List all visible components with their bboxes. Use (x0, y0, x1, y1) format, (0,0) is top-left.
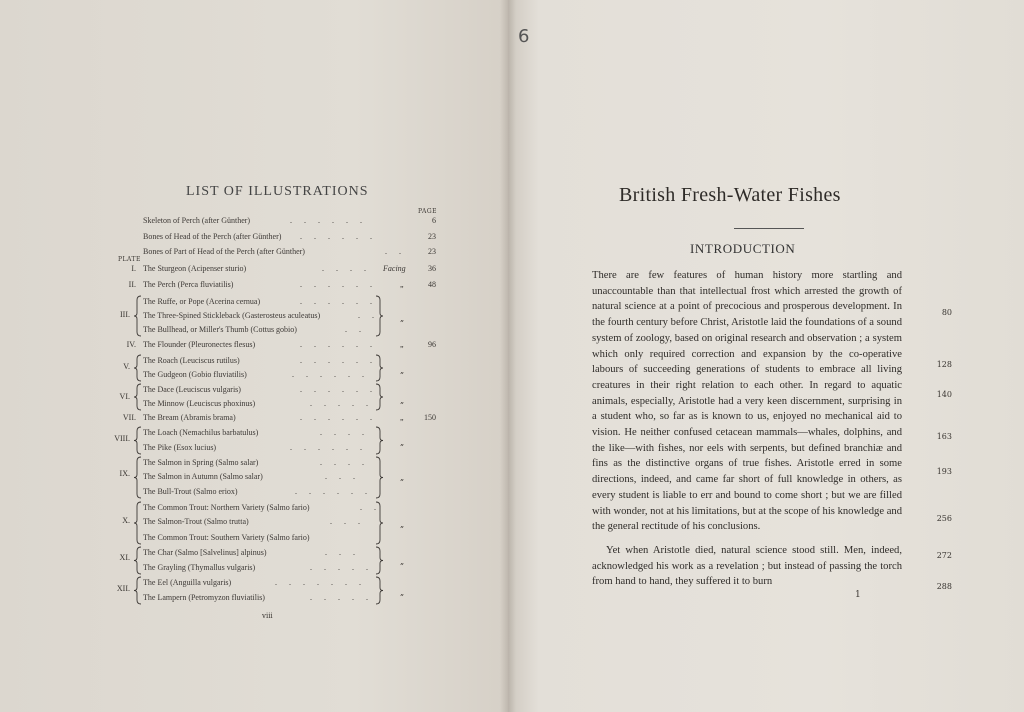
leader-dots: . . . . . (310, 563, 373, 572)
ditto-mark: „ (400, 438, 405, 447)
illustration-title: The Common Trout: Northern Variety (Salmo fario) (143, 503, 310, 512)
ditto-mark: „ (400, 557, 405, 566)
illustration-title: The Gudgeon (Gobio fluviatilis) (143, 370, 247, 379)
illustration-title: Skeleton of Perch (after Günther) (143, 216, 251, 225)
pencil-mark: 6 (518, 26, 530, 47)
right-brace (374, 383, 384, 411)
right-brace (374, 354, 384, 382)
right-brace (374, 546, 384, 575)
ditto-mark: „ (400, 588, 405, 597)
illustration-title: The Ruffe, or Pope (Acerina cernua) (143, 297, 261, 306)
ditto-mark: „ (400, 473, 405, 482)
illustration-row (0, 458, 508, 472)
page-number: 80 (941, 308, 952, 317)
illustration-row (0, 264, 508, 278)
leader-dots: . . . (325, 548, 360, 557)
left-folio: viii (262, 612, 273, 620)
illustration-row (0, 232, 508, 246)
page-number: 193 (936, 467, 952, 476)
illustration-row (0, 428, 508, 442)
illustration-row (0, 472, 508, 486)
page-number: 272 (936, 551, 952, 560)
illustration-title: The Dace (Leuciscus vulgaris) (143, 385, 241, 394)
introduction-heading: INTRODUCTION (690, 241, 796, 256)
left-brace (133, 426, 143, 455)
page-number: 140 (936, 390, 952, 399)
illustration-title: Bones of Head of the Perch (after Günther) (143, 232, 282, 241)
page-number: 150 (424, 413, 436, 422)
plate-number: IV. (126, 340, 136, 349)
left-brace (133, 354, 143, 382)
illustration-row (0, 517, 508, 531)
illustration-title: The Common Trout: Southern Variety (Salmo fario) (143, 533, 310, 542)
plate-number: I. (131, 264, 136, 273)
leader-dots: . . . (325, 472, 360, 481)
illustration-title: The Flounder (Pleuronectes flesus) (143, 340, 256, 349)
illustration-row (0, 311, 508, 325)
ditto-mark: „ (400, 366, 405, 375)
illustration-row (0, 533, 508, 547)
illustration-title: The Eel (Anguilla vulgaris) (143, 578, 232, 587)
plate-number: III. (120, 310, 130, 319)
right-brace (374, 576, 384, 605)
plate-number: XII. (116, 584, 130, 593)
left-brace (133, 295, 143, 337)
ditto-mark: „ (400, 280, 404, 289)
page-number: 128 (936, 360, 952, 369)
page-number: 163 (936, 432, 952, 441)
illustration-row (0, 385, 508, 399)
right-brace (374, 295, 384, 337)
page-column-label: PAGE (418, 208, 437, 215)
book-title: British Fresh-Water Fishes (619, 184, 841, 206)
list-of-illustrations-title: LIST OF ILLUSTRATIONS (186, 184, 369, 199)
illustration-row (0, 297, 508, 311)
illustration-row (0, 593, 508, 607)
illustration-row (0, 247, 508, 261)
intro-paragraph-2: Yet when Aristotle died, natural science stood still. Men, indeed, acknowledged his work as a revelation ; but instead of passing the torch from hand to hand, they suffered it to burn (592, 545, 902, 588)
ditto-mark: „ (400, 314, 405, 323)
leader-dots: . . . . (320, 458, 369, 467)
illustration-row (0, 443, 508, 457)
page-number: 96 (428, 340, 436, 349)
plate-column-label: PLATE (118, 256, 141, 263)
illustration-title: The Grayling (Thymallus vulgaris) (143, 563, 256, 572)
illustration-row (0, 356, 508, 370)
page-number: 23 (428, 247, 436, 256)
leader-dots: . . (360, 503, 381, 512)
illustration-row (0, 563, 508, 577)
leader-dots: . . . . (322, 264, 371, 273)
leader-dots: . . . . . . (300, 385, 377, 394)
leader-dots: . . (385, 247, 406, 256)
illustration-title: The Bream (Abramis brama) (143, 413, 236, 422)
page-number: 36 (428, 264, 436, 273)
leader-dots: . . (358, 311, 379, 320)
leader-dots: . . . . . . (290, 443, 367, 452)
plate-number: X. (122, 516, 130, 525)
page-number: 6 (432, 216, 436, 225)
illustration-row (0, 340, 508, 354)
plate-number: XI. (119, 553, 130, 562)
facing-label: Facing (383, 264, 406, 273)
ditto-mark: „ (400, 340, 404, 349)
illustration-title: The Sturgeon (Acipenser sturio) (143, 264, 247, 273)
illustration-row (0, 216, 508, 230)
illustration-row (0, 370, 508, 384)
illustration-title: The Perch (Perca fluviatilis) (143, 280, 234, 289)
leader-dots: . . . (330, 517, 365, 526)
plate-number: VII. (122, 413, 136, 422)
illustration-row (0, 548, 508, 562)
right-brace (374, 501, 384, 545)
ditto-mark: „ (400, 520, 405, 529)
left-brace (133, 501, 143, 545)
illustration-title: The Roach (Leuciscus rutilus) (143, 356, 240, 365)
leader-dots: . . . . . . (300, 356, 377, 365)
right-brace (374, 456, 384, 499)
illustration-title: The Minnow (Leuciscus phoxinus) (143, 399, 256, 408)
illustration-title: The Bullhead, or Miller's Thumb (Cottus gobio) (143, 325, 297, 334)
plate-number: II. (128, 280, 136, 289)
illustration-title: The Salmon in Spring (Salmo salar) (143, 458, 259, 467)
leader-dots: . . . . . . (295, 487, 372, 496)
page-number: 48 (428, 280, 436, 289)
page-number: 256 (936, 514, 952, 523)
page-number: 288 (936, 582, 952, 591)
left-brace (133, 383, 143, 411)
illustration-title: The Salmon-Trout (Salmo trutta) (143, 517, 249, 526)
illustration-row (0, 503, 508, 517)
left-brace (133, 576, 143, 605)
leader-dots: . . . . . (310, 593, 373, 602)
leader-dots: . . . . . . (300, 340, 377, 349)
ditto-mark: „ (400, 396, 405, 405)
ditto-mark: „ (400, 413, 404, 422)
leader-dots: . . . . . . (290, 216, 367, 225)
illustration-title: The Salmon in Autumn (Salmo salar) (143, 472, 263, 481)
right-brace (374, 426, 384, 455)
illustration-row (0, 399, 508, 413)
left-brace (133, 456, 143, 499)
illustration-title: The Lampern (Petromyzon fluviatilis) (143, 593, 265, 602)
plate-number: VIII. (114, 434, 130, 443)
illustration-row (0, 280, 508, 294)
illustration-title: The Pike (Esox lucius) (143, 443, 217, 452)
leader-dots: . . . . . . (300, 413, 377, 422)
leader-dots: . . . . . . (300, 280, 377, 289)
page-number: 23 (428, 232, 436, 241)
illustration-title: The Three-Spined Stickleback (Gasterosteus aculeatus) (143, 311, 321, 320)
intro-paragraph-1: There are few features of human history more startling and unaccountable than that intellectual frost which arrested the growth of natural science at a point of precocious and prosperous development. In the fourth century before Christ, Aristotle laid the foundations of a sound system of zoology, based on original research and observation ; a system which only required correction and expansion by the co-operative labours of succeeding generations of students to embrace all living creatures in their right relation to each other. In regard to aquatic animals, especially, Aristotle had a very keen discernment, surprising in a student who, so far as is known to us, enjoyed no mechanical aid to vision. He neither confused cetacean mammals—whales, dolphins, and the like—with fishes, nor eels with serpents, but defined branchiæ and fins as the distinctive organs of true fishes. Aristotle erred in some directions, indeed, and came far short of full knowledge in others, as every student is liable to err and bound to come short ; but we are filled with wonder, not at his limitations, but at the scope of his knowledge and the general rectitude of his conclusions. (592, 270, 902, 533)
leader-dots: . . (345, 325, 366, 334)
right-folio: 1 (855, 590, 861, 600)
illustration-row (0, 487, 508, 501)
plate-number: VI. (119, 392, 130, 401)
leader-dots: . . . . . (310, 399, 373, 408)
leader-dots: . . . . . . (300, 297, 377, 306)
illustration-row (0, 578, 508, 592)
left-brace (133, 546, 143, 575)
leader-dots: . . . . . . (300, 232, 377, 241)
illustration-title: The Bull-Trout (Salmo eriox) (143, 487, 238, 496)
title-rule (734, 228, 804, 229)
leader-dots: . . . . . . . (275, 578, 366, 587)
leader-dots: . . . . (320, 428, 369, 437)
plate-number: IX. (119, 469, 130, 478)
illustration-title: Bones of Part of Head of the Perch (after Günther) (143, 247, 305, 256)
illustration-title: The Loach (Nemachilus barbatulus) (143, 428, 259, 437)
illustration-title: The Char (Salmo [Salvelinus] alpinus) (143, 548, 267, 557)
leader-dots: . . . . . . (292, 370, 369, 379)
illustration-row (0, 325, 508, 339)
plate-number: V. (123, 362, 130, 371)
illustration-row (0, 413, 508, 427)
